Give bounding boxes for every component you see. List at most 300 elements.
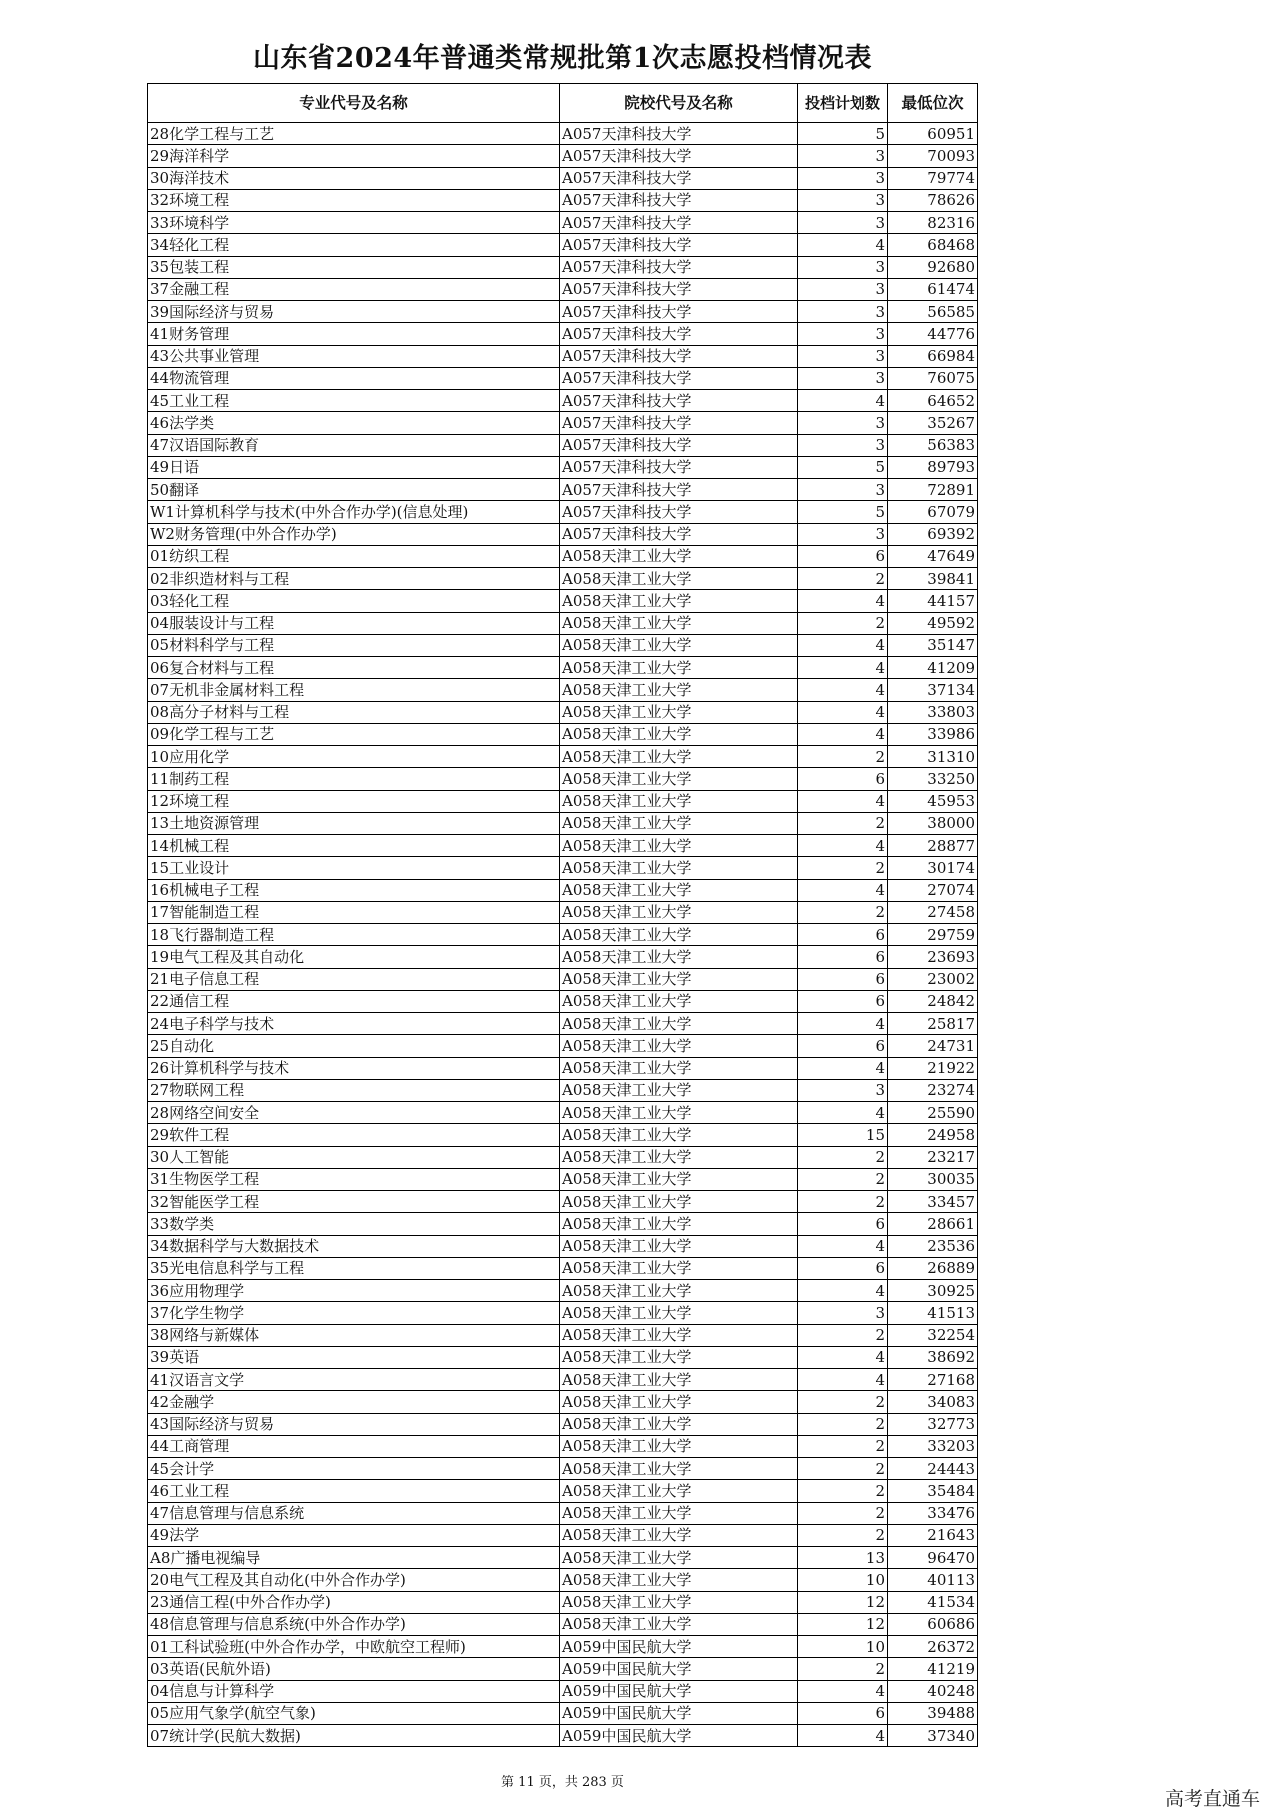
- table-row: [148, 1324, 978, 1346]
- rank-cell: 33986: [888, 723, 978, 745]
- rank-cell: 32254: [888, 1324, 978, 1346]
- major-cell: 07无机非金属材料工程: [148, 679, 560, 701]
- major-cell: 36应用物理学: [148, 1280, 560, 1302]
- school-cell: A058天津工业大学: [560, 1035, 798, 1057]
- rank-cell: 72891: [888, 479, 978, 501]
- major-cell: 25自动化: [148, 1035, 560, 1057]
- table-row: [148, 123, 978, 145]
- plan-cell: 3: [798, 301, 888, 323]
- school-cell: A058天津工业大学: [560, 568, 798, 590]
- rank-cell: 30035: [888, 1168, 978, 1190]
- rank-cell: 30925: [888, 1280, 978, 1302]
- school-cell: A058天津工业大学: [560, 1302, 798, 1324]
- plan-cell: 3: [798, 479, 888, 501]
- school-cell: A058天津工业大学: [560, 1458, 798, 1480]
- major-cell: 44物流管理: [148, 367, 560, 389]
- major-cell: 29海洋科学: [148, 145, 560, 167]
- school-cell: A059中国民航大学: [560, 1636, 798, 1658]
- rank-cell: 44776: [888, 323, 978, 345]
- plan-cell: 4: [798, 723, 888, 745]
- plan-cell: 12: [798, 1613, 888, 1635]
- major-cell: 29软件工程: [148, 1124, 560, 1146]
- school-cell: A058天津工业大学: [560, 1435, 798, 1457]
- plan-cell: 3: [798, 256, 888, 278]
- school-cell: A058天津工业大学: [560, 1480, 798, 1502]
- rank-cell: 35267: [888, 412, 978, 434]
- table-row: [148, 501, 978, 523]
- rank-cell: 24842: [888, 990, 978, 1012]
- school-cell: A057天津科技大学: [560, 479, 798, 501]
- major-cell: 44工商管理: [148, 1435, 560, 1457]
- school-cell: A057天津科技大学: [560, 278, 798, 300]
- school-cell: A058天津工业大学: [560, 768, 798, 790]
- rank-cell: 68468: [888, 234, 978, 256]
- rank-cell: 61474: [888, 278, 978, 300]
- rank-cell: 92680: [888, 256, 978, 278]
- major-cell: 01纺织工程: [148, 545, 560, 567]
- major-cell: 01工科试验班(中外合作办学，中欧航空工程师): [148, 1636, 560, 1658]
- major-cell: 28网络空间安全: [148, 1102, 560, 1124]
- school-cell: A057天津科技大学: [560, 189, 798, 211]
- table-row: [148, 657, 978, 679]
- school-cell: A058天津工业大学: [560, 1613, 798, 1635]
- rank-cell: 24443: [888, 1458, 978, 1480]
- major-cell: 33环境科学: [148, 212, 560, 234]
- school-cell: A058天津工业大学: [560, 1213, 798, 1235]
- table-row: [148, 345, 978, 367]
- school-cell: A058天津工业大学: [560, 812, 798, 834]
- table-row: [148, 1591, 978, 1613]
- table-row: [148, 746, 978, 768]
- major-cell: 39国际经济与贸易: [148, 301, 560, 323]
- rank-cell: 39488: [888, 1702, 978, 1724]
- rank-cell: 27074: [888, 879, 978, 901]
- school-cell: A057天津科技大学: [560, 123, 798, 145]
- plan-cell: 6: [798, 1257, 888, 1279]
- rank-cell: 40113: [888, 1569, 978, 1591]
- table-row: [148, 1680, 978, 1702]
- table-row: [148, 1280, 978, 1302]
- rank-cell: 33476: [888, 1502, 978, 1524]
- plan-cell: 3: [798, 167, 888, 189]
- major-cell: 03英语(民航外语): [148, 1658, 560, 1680]
- table-row: [148, 990, 978, 1012]
- rank-cell: 49592: [888, 612, 978, 634]
- plan-cell: 6: [798, 1213, 888, 1235]
- school-cell: A058天津工业大学: [560, 968, 798, 990]
- rank-cell: 38000: [888, 812, 978, 834]
- table-row: [148, 590, 978, 612]
- page-footer: 第 11 页，共 283 页: [501, 1775, 624, 1790]
- table-row: [148, 1702, 978, 1724]
- rank-cell: 78626: [888, 189, 978, 211]
- major-cell: 18飞行器制造工程: [148, 924, 560, 946]
- rank-cell: 21922: [888, 1057, 978, 1079]
- school-cell: A058天津工业大学: [560, 634, 798, 656]
- plan-cell: 5: [798, 501, 888, 523]
- table-row: [148, 1035, 978, 1057]
- table-row: [148, 1547, 978, 1569]
- plan-cell: 3: [798, 1302, 888, 1324]
- plan-cell: 6: [798, 968, 888, 990]
- school-cell: A058天津工业大学: [560, 1257, 798, 1279]
- major-cell: 06复合材料与工程: [148, 657, 560, 679]
- major-cell: 31生物医学工程: [148, 1168, 560, 1190]
- rank-cell: 23002: [888, 968, 978, 990]
- table-row: [148, 256, 978, 278]
- plan-cell: 2: [798, 1324, 888, 1346]
- school-cell: A058天津工业大学: [560, 1102, 798, 1124]
- table-row: [148, 1435, 978, 1457]
- plan-cell: 3: [798, 412, 888, 434]
- table-row: [148, 212, 978, 234]
- table-row: [148, 323, 978, 345]
- school-cell: A058天津工业大学: [560, 612, 798, 634]
- rank-cell: 26372: [888, 1636, 978, 1658]
- rank-cell: 89793: [888, 456, 978, 478]
- school-cell: A058天津工业大学: [560, 679, 798, 701]
- table-row: [148, 879, 978, 901]
- plan-cell: 4: [798, 1725, 888, 1747]
- header-plan: 投档计划数: [798, 84, 888, 123]
- major-cell: 26计算机科学与技术: [148, 1057, 560, 1079]
- table-row: [148, 1124, 978, 1146]
- school-cell: A058天津工业大学: [560, 901, 798, 923]
- plan-cell: 4: [798, 879, 888, 901]
- major-cell: 04信息与计算科学: [148, 1680, 560, 1702]
- table-row: [148, 1502, 978, 1524]
- plan-cell: 4: [798, 1369, 888, 1391]
- school-cell: A057天津科技大学: [560, 323, 798, 345]
- table-row: [148, 1302, 978, 1324]
- plan-cell: 4: [798, 1680, 888, 1702]
- page-title: 山东省2024年普通类常规批第1次志愿投档情况表: [253, 43, 872, 74]
- rank-cell: 30174: [888, 857, 978, 879]
- rank-cell: 25590: [888, 1102, 978, 1124]
- plan-cell: 4: [798, 701, 888, 723]
- admission-table: [147, 83, 978, 1747]
- rank-cell: 33457: [888, 1191, 978, 1213]
- header-rank: 最低位次: [888, 84, 978, 123]
- plan-cell: 4: [798, 679, 888, 701]
- plan-cell: 2: [798, 1658, 888, 1680]
- school-cell: A059中国民航大学: [560, 1658, 798, 1680]
- major-cell: 47信息管理与信息系统: [148, 1502, 560, 1524]
- rank-cell: 56585: [888, 301, 978, 323]
- major-cell: 08高分子材料与工程: [148, 701, 560, 723]
- table-row: [148, 901, 978, 923]
- plan-cell: 4: [798, 1280, 888, 1302]
- table-row: [148, 456, 978, 478]
- plan-cell: 13: [798, 1547, 888, 1569]
- school-cell: A057天津科技大学: [560, 412, 798, 434]
- plan-cell: 3: [798, 212, 888, 234]
- table-row: [148, 768, 978, 790]
- school-cell: A058天津工业大学: [560, 1369, 798, 1391]
- school-cell: A058天津工业大学: [560, 723, 798, 745]
- plan-cell: 3: [798, 1079, 888, 1101]
- plan-cell: 2: [798, 568, 888, 590]
- major-cell: 33数学类: [148, 1213, 560, 1235]
- major-cell: W1计算机科学与技术(中外合作办学)(信息处理): [148, 501, 560, 523]
- rank-cell: 33250: [888, 768, 978, 790]
- rank-cell: 28661: [888, 1213, 978, 1235]
- rank-cell: 39841: [888, 568, 978, 590]
- table-row: [148, 924, 978, 946]
- plan-cell: 5: [798, 123, 888, 145]
- table-row: [148, 812, 978, 834]
- major-cell: 43公共事业管理: [148, 345, 560, 367]
- rank-cell: 31310: [888, 746, 978, 768]
- plan-cell: 2: [798, 1391, 888, 1413]
- table-row: [148, 1613, 978, 1635]
- major-cell: 27物联网工程: [148, 1079, 560, 1101]
- rank-cell: 41219: [888, 1658, 978, 1680]
- table-row: [148, 1168, 978, 1190]
- table-row: [148, 390, 978, 412]
- rank-cell: 47649: [888, 545, 978, 567]
- rank-cell: 79774: [888, 167, 978, 189]
- school-cell: A057天津科技大学: [560, 212, 798, 234]
- plan-cell: 4: [798, 234, 888, 256]
- school-cell: A058天津工业大学: [560, 835, 798, 857]
- plan-cell: 3: [798, 323, 888, 345]
- table-row: [148, 1524, 978, 1546]
- school-cell: A058天津工业大学: [560, 1502, 798, 1524]
- school-cell: A058天津工业大学: [560, 790, 798, 812]
- rank-cell: 40248: [888, 1680, 978, 1702]
- major-cell: 12环境工程: [148, 790, 560, 812]
- school-cell: A057天津科技大学: [560, 434, 798, 456]
- major-cell: 10应用化学: [148, 746, 560, 768]
- plan-cell: 2: [798, 1458, 888, 1480]
- plan-cell: 3: [798, 434, 888, 456]
- major-cell: 45工业工程: [148, 390, 560, 412]
- plan-cell: 4: [798, 1013, 888, 1035]
- plan-cell: 6: [798, 1035, 888, 1057]
- major-cell: 21电子信息工程: [148, 968, 560, 990]
- table-row: [148, 1391, 978, 1413]
- table-row: [148, 723, 978, 745]
- plan-cell: 6: [798, 946, 888, 968]
- major-cell: 02非织造材料与工程: [148, 568, 560, 590]
- school-cell: A058天津工业大学: [560, 990, 798, 1012]
- major-cell: A8广播电视编导: [148, 1547, 560, 1569]
- rank-cell: 27168: [888, 1369, 978, 1391]
- plan-cell: 4: [798, 1235, 888, 1257]
- major-cell: 41财务管理: [148, 323, 560, 345]
- major-cell: 35包装工程: [148, 256, 560, 278]
- rank-cell: 34083: [888, 1391, 978, 1413]
- table-row: [148, 367, 978, 389]
- major-cell: 03轻化工程: [148, 590, 560, 612]
- table-row: [148, 634, 978, 656]
- rank-cell: 37134: [888, 679, 978, 701]
- major-cell: 09化学工程与工艺: [148, 723, 560, 745]
- plan-cell: 2: [798, 1524, 888, 1546]
- table-row: [148, 790, 978, 812]
- major-cell: 24电子科学与技术: [148, 1013, 560, 1035]
- rank-cell: 41513: [888, 1302, 978, 1324]
- table-row: [148, 434, 978, 456]
- major-cell: 37金融工程: [148, 278, 560, 300]
- table-row: [148, 1146, 978, 1168]
- rank-cell: 44157: [888, 590, 978, 612]
- school-cell: A059中国民航大学: [560, 1680, 798, 1702]
- rank-cell: 33203: [888, 1435, 978, 1457]
- school-cell: A058天津工业大学: [560, 657, 798, 679]
- plan-cell: 2: [798, 612, 888, 634]
- table-row: [148, 1346, 978, 1368]
- table-body: [148, 123, 978, 1747]
- school-cell: A058天津工业大学: [560, 1591, 798, 1613]
- school-cell: A057天津科技大学: [560, 367, 798, 389]
- table-row: [148, 701, 978, 723]
- plan-cell: 2: [798, 901, 888, 923]
- rank-cell: 38692: [888, 1346, 978, 1368]
- major-cell: 34数据科学与大数据技术: [148, 1235, 560, 1257]
- rank-cell: 96470: [888, 1547, 978, 1569]
- table-row: [148, 234, 978, 256]
- plan-cell: 2: [798, 857, 888, 879]
- table-row: [148, 479, 978, 501]
- school-cell: A058天津工业大学: [560, 924, 798, 946]
- plan-cell: 6: [798, 768, 888, 790]
- table-row: [148, 835, 978, 857]
- major-cell: 20电气工程及其自动化(中外合作办学): [148, 1569, 560, 1591]
- rank-cell: 60686: [888, 1613, 978, 1635]
- rank-cell: 28877: [888, 835, 978, 857]
- table-row: [148, 946, 978, 968]
- school-cell: A058天津工业大学: [560, 1057, 798, 1079]
- school-cell: A057天津科技大学: [560, 456, 798, 478]
- plan-cell: 3: [798, 189, 888, 211]
- plan-cell: 4: [798, 1346, 888, 1368]
- table-row: [148, 1102, 978, 1124]
- rank-cell: 56383: [888, 434, 978, 456]
- plan-cell: 15: [798, 1124, 888, 1146]
- rank-cell: 23274: [888, 1079, 978, 1101]
- plan-cell: 5: [798, 456, 888, 478]
- plan-cell: 6: [798, 545, 888, 567]
- table-row: [148, 1369, 978, 1391]
- rank-cell: 41534: [888, 1591, 978, 1613]
- plan-cell: 2: [798, 1146, 888, 1168]
- major-cell: 13土地资源管理: [148, 812, 560, 834]
- plan-cell: 10: [798, 1569, 888, 1591]
- rank-cell: 70093: [888, 145, 978, 167]
- plan-cell: 3: [798, 523, 888, 545]
- school-cell: A058天津工业大学: [560, 1524, 798, 1546]
- table-row: [148, 1013, 978, 1035]
- school-cell: A057天津科技大学: [560, 501, 798, 523]
- table-row: [148, 612, 978, 634]
- major-cell: 42金融学: [148, 1391, 560, 1413]
- table-row: [148, 1413, 978, 1435]
- major-cell: 49日语: [148, 456, 560, 478]
- major-cell: 30人工智能: [148, 1146, 560, 1168]
- major-cell: 32环境工程: [148, 189, 560, 211]
- rank-cell: 23536: [888, 1235, 978, 1257]
- major-cell: 41汉语言文学: [148, 1369, 560, 1391]
- table-row: [148, 1079, 978, 1101]
- table-row: [148, 1213, 978, 1235]
- table-row: [148, 1191, 978, 1213]
- plan-cell: 4: [798, 634, 888, 656]
- school-cell: A058天津工业大学: [560, 1168, 798, 1190]
- school-cell: A057天津科技大学: [560, 167, 798, 189]
- rank-cell: 25817: [888, 1013, 978, 1035]
- school-cell: A058天津工业大学: [560, 1413, 798, 1435]
- rank-cell: 21643: [888, 1524, 978, 1546]
- school-cell: A057天津科技大学: [560, 390, 798, 412]
- major-cell: 37化学生物学: [148, 1302, 560, 1324]
- school-cell: A059中国民航大学: [560, 1725, 798, 1747]
- table-row: [148, 857, 978, 879]
- school-cell: A058天津工业大学: [560, 879, 798, 901]
- major-cell: 39英语: [148, 1346, 560, 1368]
- plan-cell: 3: [798, 367, 888, 389]
- school-cell: A057天津科技大学: [560, 234, 798, 256]
- school-cell: A058天津工业大学: [560, 1146, 798, 1168]
- rank-cell: 41209: [888, 657, 978, 679]
- table-row: [148, 278, 978, 300]
- table-row: [148, 1658, 978, 1680]
- header-school: 院校代号及名称: [560, 84, 798, 123]
- major-cell: 48信息管理与信息系统(中外合作办学): [148, 1613, 560, 1635]
- major-cell: 05应用气象学(航空气象): [148, 1702, 560, 1724]
- rank-cell: 27458: [888, 901, 978, 923]
- rank-cell: 33803: [888, 701, 978, 723]
- major-cell: 34轻化工程: [148, 234, 560, 256]
- major-cell: 46工业工程: [148, 1480, 560, 1502]
- plan-cell: 4: [798, 657, 888, 679]
- plan-cell: 2: [798, 1413, 888, 1435]
- rank-cell: 29759: [888, 924, 978, 946]
- major-cell: 46法学类: [148, 412, 560, 434]
- major-cell: 15工业设计: [148, 857, 560, 879]
- school-cell: A057天津科技大学: [560, 523, 798, 545]
- plan-cell: 3: [798, 278, 888, 300]
- major-cell: W2财务管理(中外合作办学): [148, 523, 560, 545]
- major-cell: 38网络与新媒体: [148, 1324, 560, 1346]
- major-cell: 17智能制造工程: [148, 901, 560, 923]
- table-row: [148, 1458, 978, 1480]
- major-cell: 30海洋技术: [148, 167, 560, 189]
- plan-cell: 2: [798, 1168, 888, 1190]
- school-cell: A058天津工业大学: [560, 590, 798, 612]
- plan-cell: 10: [798, 1636, 888, 1658]
- rank-cell: 67079: [888, 501, 978, 523]
- major-cell: 32智能医学工程: [148, 1191, 560, 1213]
- plan-cell: 3: [798, 145, 888, 167]
- table-row: [148, 1057, 978, 1079]
- major-cell: 35光电信息科学与工程: [148, 1257, 560, 1279]
- plan-cell: 2: [798, 812, 888, 834]
- major-cell: 47汉语国际教育: [148, 434, 560, 456]
- school-cell: A058天津工业大学: [560, 1124, 798, 1146]
- major-cell: 43国际经济与贸易: [148, 1413, 560, 1435]
- table-row: [148, 1725, 978, 1747]
- rank-cell: 66984: [888, 345, 978, 367]
- table-row: [148, 1636, 978, 1658]
- plan-cell: 6: [798, 1702, 888, 1724]
- school-cell: A058天津工业大学: [560, 1013, 798, 1035]
- rank-cell: 64652: [888, 390, 978, 412]
- table-row: [148, 968, 978, 990]
- plan-cell: 2: [798, 1502, 888, 1524]
- table-header-row: [148, 84, 978, 123]
